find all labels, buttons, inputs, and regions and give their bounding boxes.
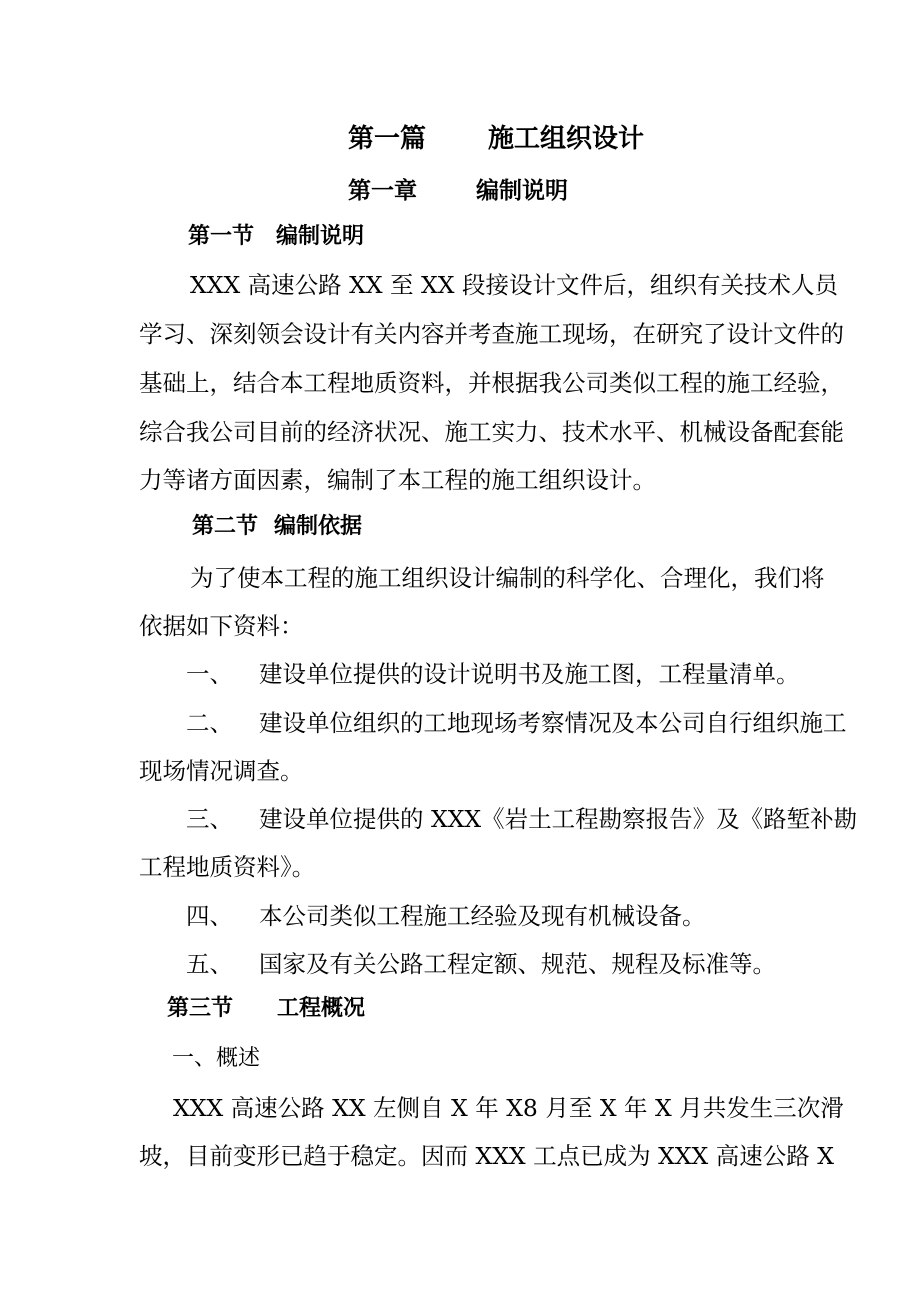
list-item-number: 三、 [186, 805, 233, 833]
list-item-continuation: 工程地质资料》。 [139, 853, 316, 881]
paragraph-line: 综合我公司目前的经济状况、施工实力、技术水平、机械设备配套能 [139, 418, 844, 446]
chapter-title: 编制说明 [476, 177, 568, 204]
section2-title: 编制依据 [274, 513, 363, 539]
paragraph-line: 力等诸方面因素，编制了本工程的施工组织设计。 [139, 466, 656, 494]
section3-heading [167, 991, 365, 1022]
part-title: 施工组织设计 [488, 124, 645, 154]
list-item-number: 五、 [186, 950, 233, 978]
list-item-continuation: 现场情况调查。 [139, 757, 304, 785]
section2-heading [192, 509, 362, 540]
paragraph-line: 学习、深刻领会设计有关内容并考查施工现场，在研究了设计文件的 [139, 320, 844, 348]
part-heading [348, 118, 644, 155]
section3-title: 工程概况 [277, 995, 366, 1021]
paragraph-line: XXX 高速公路 XX 至 XX 段接设计文件后，组织有关技术人员 [190, 271, 838, 299]
subsection-heading: 一、概述 [172, 1046, 261, 1071]
part-number: 第一篇 [348, 124, 427, 154]
list-item-number: 一、 [186, 660, 233, 688]
list-item [186, 800, 857, 834]
list-item [186, 945, 776, 979]
list-item-text: 本公司类似工程施工经验及现有机械设备。 [259, 902, 706, 930]
list-item [186, 897, 706, 931]
paragraph-line: 坡，目前变形已趋于稳定。因而 XXX 工点已成为 XXX 高速公路 X [139, 1142, 834, 1170]
list-item-text: 建设单位提供的 XXX《岩土工程勘察报告》及《路堑补勘 [259, 805, 858, 833]
paragraph-line: XXX 高速公路 XX 左侧自 X 年 X8 月至 X 年 X 月共发生三次滑 [173, 1094, 844, 1122]
section1-title: 编制说明 [276, 223, 365, 249]
list-item-text: 建设单位提供的设计说明书及施工图，工程量清单。 [259, 660, 800, 688]
chapter-number: 第一章 [348, 177, 417, 204]
paragraph-line: 依据如下资料： [139, 612, 304, 640]
section3-number: 第三节 [167, 995, 234, 1021]
list-item-number: 二、 [186, 709, 233, 737]
chapter-heading [348, 172, 568, 205]
paragraph-line: 为了使本工程的施工组织设计编制的科学化、合理化，我们将 [190, 564, 825, 592]
list-item-number: 四、 [186, 902, 233, 930]
section1-heading [188, 219, 364, 250]
paragraph-line: 基础上，结合本工程地质资料，并根据我公司类似工程的施工经验， [139, 369, 844, 397]
list-item-text: 国家及有关公路工程定额、规范、规程及标准等。 [259, 950, 776, 978]
section2-number: 第二节 [192, 513, 259, 539]
list-item [186, 655, 800, 689]
list-item-text: 建设单位组织的工地现场考察情况及本公司自行组织施工 [259, 709, 847, 737]
section1-number: 第一节 [188, 223, 255, 249]
list-item [186, 704, 847, 738]
